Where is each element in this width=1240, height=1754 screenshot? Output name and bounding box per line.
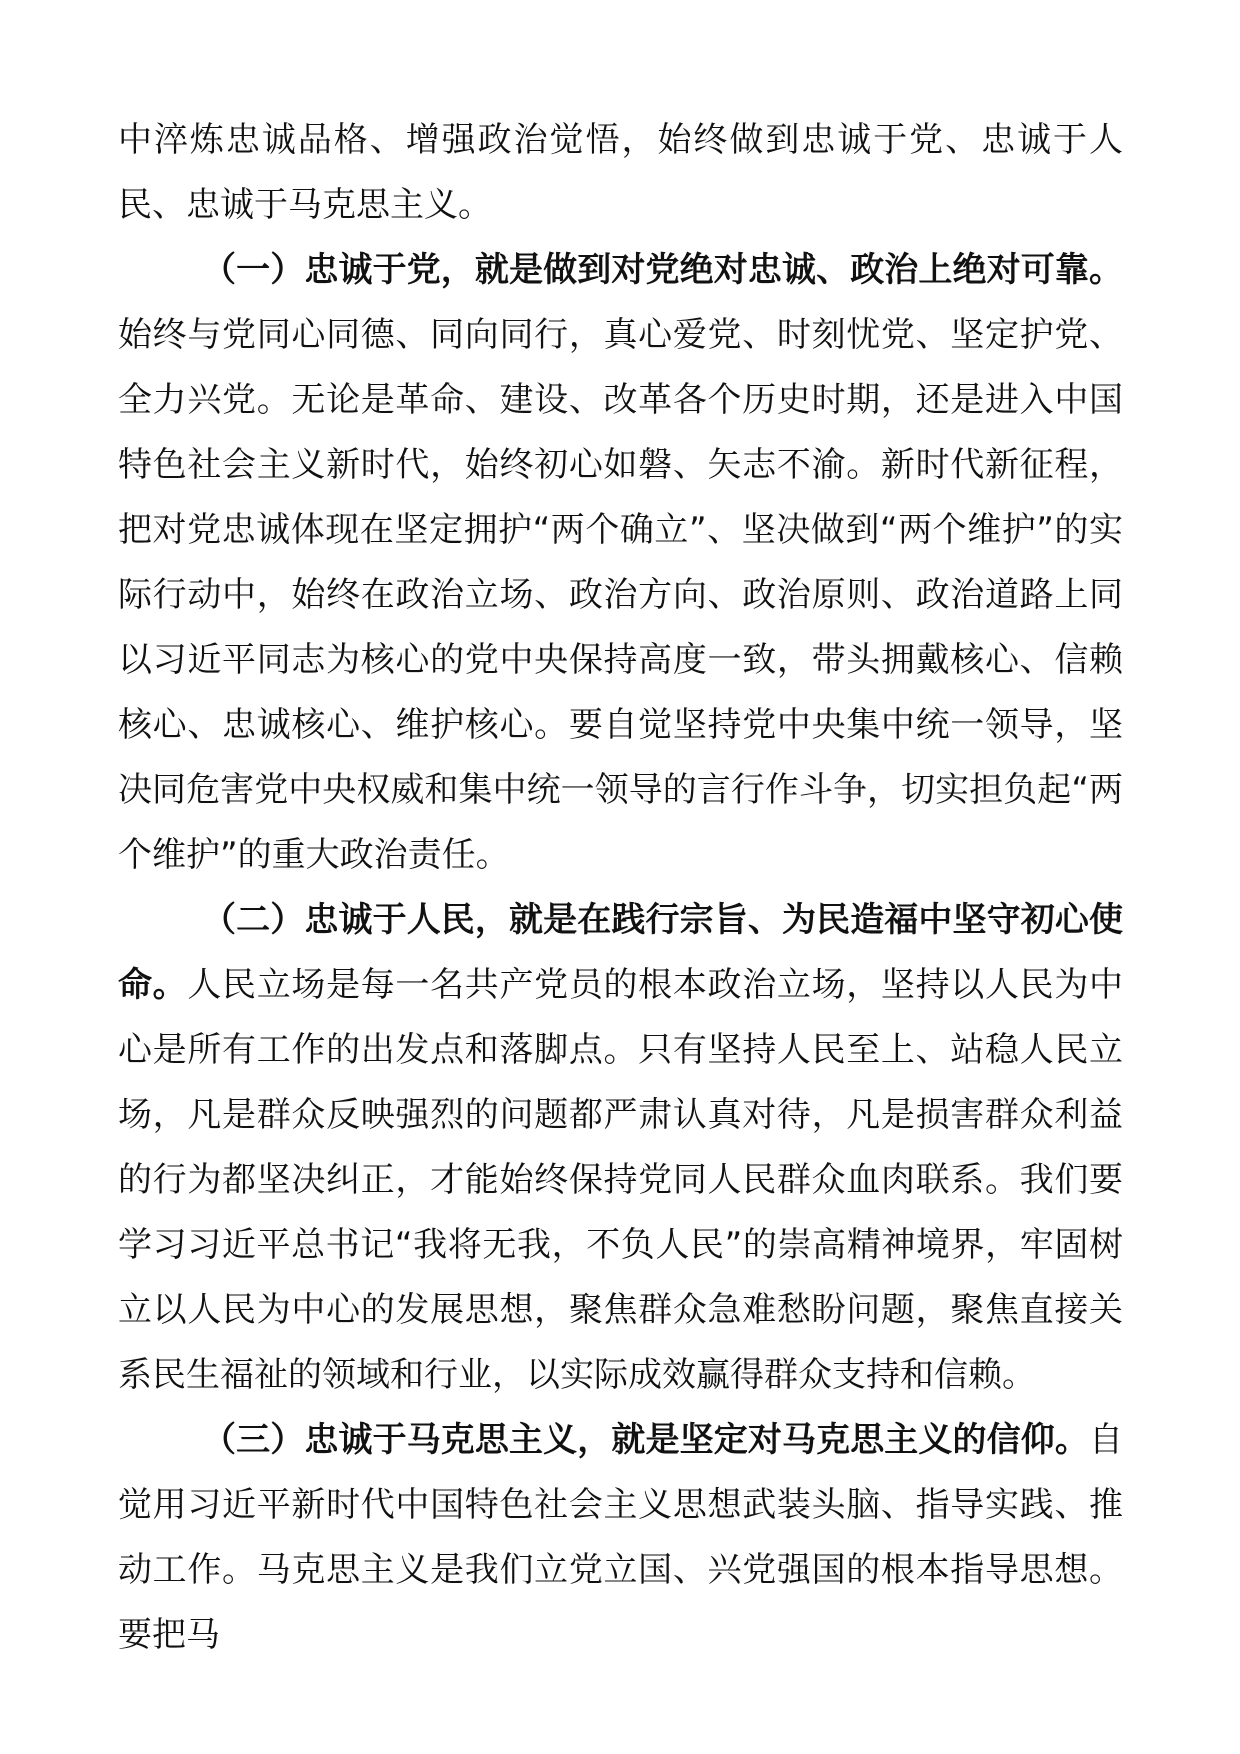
- paragraph-loyal-to-marxism-heading: （三）忠诚于马克思主义，就是坚定对马克思主义的信仰。: [202, 1420, 1089, 1460]
- paragraph-loyal-to-party: [118, 238, 1123, 888]
- document-page: [118, 108, 1123, 1668]
- paragraph-loyal-to-people: [118, 888, 1123, 1408]
- paragraph-loyal-to-marxism: [118, 1408, 1123, 1668]
- paragraph-loyal-to-marxism-text: 自觉用习近平新时代中国特色社会主义思想武装头脑、指导实践、推动工作。马克思主义是我们立党立国、兴党强国的根本指导思想。要把马: [118, 1420, 1123, 1655]
- paragraph-loyal-to-people-text: 人民立场是每一名共产党员的根本政治立场，坚持以人民为中心是所有工作的出发点和落脚点。只有坚持人民至上、站稳人民立场，凡是群众反映强烈的问题都严肃认真对待，凡是损害群众利益的行为都坚决纠正，才能始终保持党同人民群众血肉联系。我们要学习习近平总书记“我将无我，不负人民”的崇高精神境界，牢固树立以人民为中心的发展思想，聚焦群众急难愁盼问题，聚焦直接关系民生福祉的领域和行业，以实际成效赢得群众支持和信赖。: [118, 965, 1124, 1395]
- paragraph-intro: [118, 108, 1123, 238]
- paragraph-intro-text: 中淬炼忠诚品格、增强政治觉悟，始终做到忠诚于党、忠诚于人民、忠诚于马克思主义。: [118, 120, 1123, 225]
- paragraph-loyal-to-people-heading: （二）忠诚于人民，就是在践行宗旨、为民造福中坚守初心使命。: [118, 900, 1123, 1005]
- paragraph-loyal-to-party-heading: （一）忠诚于党，就是做到对党绝对忠诚、政治上绝对可靠。: [202, 250, 1123, 290]
- paragraph-loyal-to-party-text: 始终与党同心同德、同向同行，真心爱党、时刻忧党、坚定护党、全力兴党。无论是革命、建设、改革各个历史时期，还是进入中国特色社会主义新时代，始终初心如磐、矢志不渝。新时代新征程，把对党忠诚体现在坚定拥护“两个确立”、坚决做到“两个维护”的实际行动中，始终在政治立场、政治方向、政治原则、政治道路上同以习近平同志为核心的党中央保持高度一致，带头拥戴核心、信赖核心、忠诚核心、维护核心。要自觉坚持党中央集中统一领导，坚决同危害党中央权威和集中统一领导的言行作斗争，切实担负起“两个维护”的重大政治责任。: [118, 315, 1123, 875]
